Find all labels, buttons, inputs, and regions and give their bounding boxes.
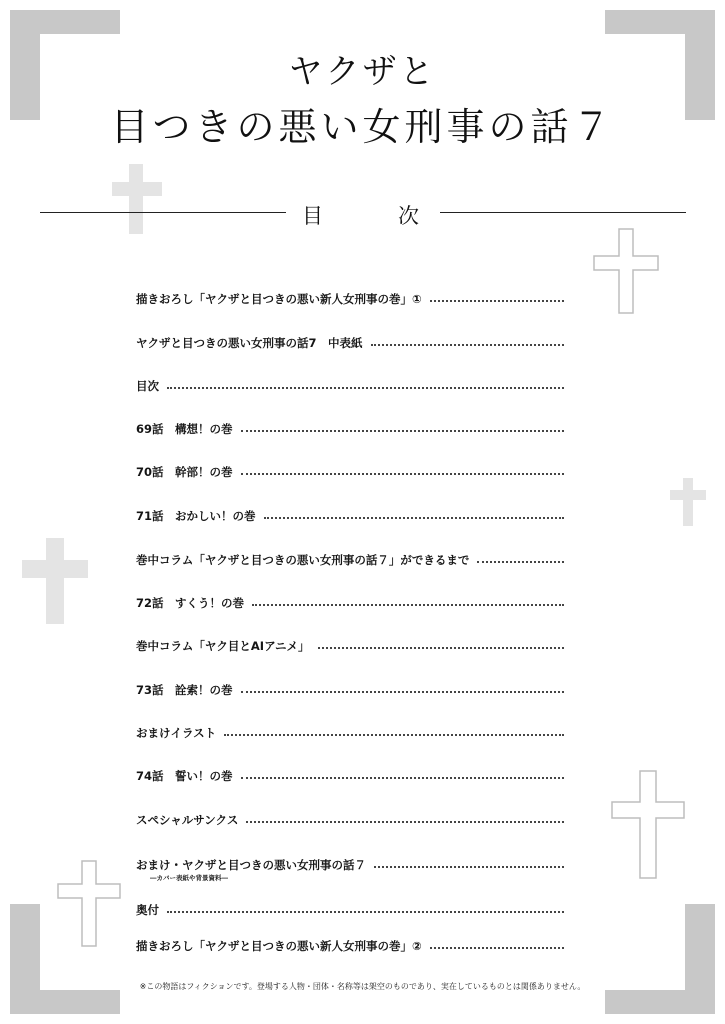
toc-entry[interactable] [136, 591, 566, 611]
toc-entry[interactable] [136, 548, 566, 568]
dot-leader [430, 946, 564, 949]
book-title-line2: 目つきの悪い女刑事の話７ [110, 105, 615, 149]
dot-leader [252, 603, 564, 606]
heading-rule-left [40, 212, 286, 213]
toc-entry-subtitle: ―カバー表紙や背景資料― [150, 874, 228, 882]
heading-rule-right [440, 212, 686, 213]
toc-entry-label: 70話 幹部！の巻 [136, 465, 233, 479]
cross-outline-icon [592, 228, 660, 314]
toc-entry-label: 72話 すくう！の巻 [136, 596, 245, 610]
dot-leader [224, 733, 564, 736]
toc-heading-char2: 次 [398, 204, 419, 228]
toc-entry[interactable] [136, 374, 566, 394]
toc-entry-label: 69話 構想！の巻 [136, 422, 233, 436]
toc-entry-label: 巻中コラム「ヤクザと目つきの悪い女刑事の話７」ができるまで [136, 553, 470, 567]
dot-leader [318, 646, 565, 649]
toc-entry[interactable] [136, 764, 566, 784]
dot-leader [241, 776, 564, 779]
cross-outline-icon [56, 860, 122, 948]
dot-leader [167, 386, 564, 389]
toc-entry-label: 71話 おかしい！の巻 [136, 509, 256, 523]
toc-entry[interactable] [136, 808, 566, 828]
toc-entry[interactable] [136, 898, 566, 918]
toc-entry[interactable] [136, 460, 566, 480]
toc-entry-label: おまけイラスト [136, 726, 217, 740]
toc-entry[interactable] [136, 287, 566, 307]
toc-entry-label: スペシャルサンクス [136, 813, 239, 827]
toc-entry[interactable] [136, 331, 566, 351]
toc-entry-label: ヤクザと目つきの悪い女刑事の話7 中表紙 [136, 336, 363, 350]
toc-entry[interactable] [136, 417, 566, 437]
toc-entry-label: 奥付 [136, 903, 159, 917]
dot-leader [241, 690, 564, 693]
cross-outline-icon [610, 770, 686, 880]
book-title-line1: ヤクザと [288, 52, 437, 92]
toc-entry-label: 74話 誓い！の巻 [136, 769, 233, 783]
dot-leader [264, 516, 564, 519]
toc-entry-label: 73話 詮索！の巻 [136, 683, 233, 697]
dot-leader [371, 343, 565, 346]
toc-entry-label: おまけ・ヤクザと目つきの悪い女刑事の話７ [136, 858, 366, 872]
dot-leader [246, 820, 564, 823]
dot-leader [167, 910, 564, 913]
toc-heading-char1: 目 [302, 204, 323, 228]
dot-leader [374, 865, 564, 868]
toc-entry-label: 巻中コラム「ヤク目とAIアニメ」 [136, 639, 310, 653]
dot-leader [477, 560, 564, 563]
dot-leader [241, 429, 564, 432]
toc-entry[interactable] [136, 504, 566, 524]
toc-entry[interactable] [136, 721, 566, 741]
toc-entry[interactable] [136, 634, 566, 654]
dot-leader [241, 472, 564, 475]
toc-entry[interactable] [136, 853, 566, 873]
dot-leader [430, 299, 564, 302]
toc-entry-label: 描きおろし「ヤクザと目つきの悪い新人女刑事の巻」① [136, 292, 422, 306]
footnote: ※この物語はフィクションです。登場する人物・団体・名称等は架空のものであり、実在しているものとは関係ありません。 [139, 982, 586, 991]
toc-entry[interactable] [136, 934, 566, 954]
toc-entry-label: 描きおろし「ヤクザと目つきの悪い新人女刑事の巻」② [136, 939, 422, 953]
toc-entry-label: 目次 [136, 379, 159, 393]
toc-entry[interactable] [136, 678, 566, 698]
